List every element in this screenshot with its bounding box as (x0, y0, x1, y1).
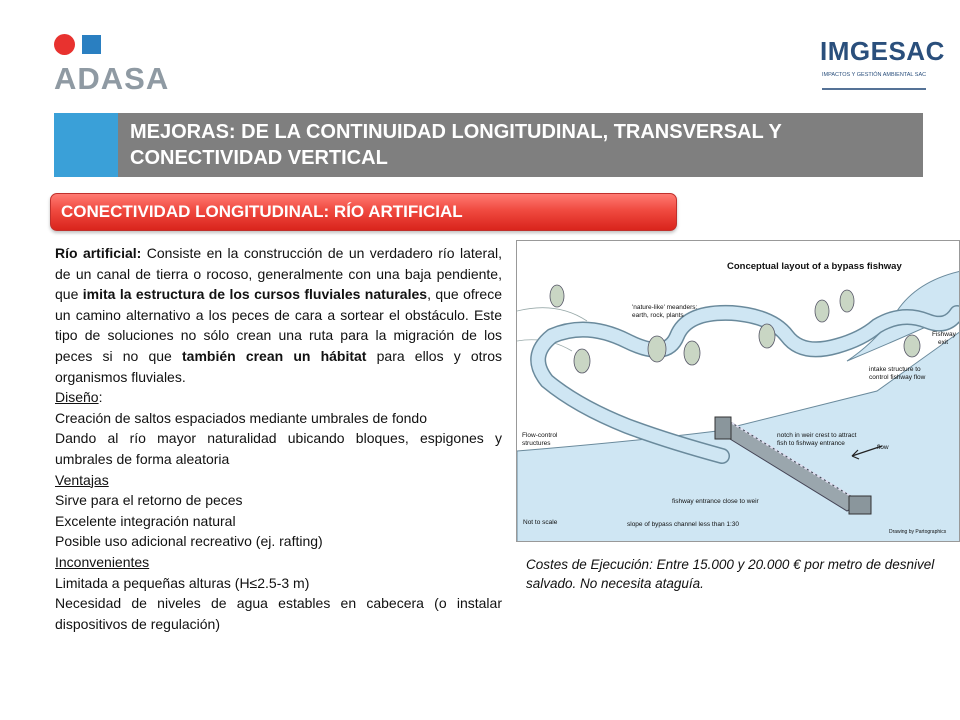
label-notch-2: fish to fishway entrance (777, 440, 845, 447)
intro-paragraph (55, 243, 502, 387)
tree-icon (648, 336, 666, 362)
label-fishway-entrance: fishway entrance close to weir (672, 498, 759, 505)
tree-icon (904, 335, 920, 357)
label-meanders-2: earth, rock, plants (632, 312, 684, 319)
label-intake: intake structure to (869, 366, 921, 373)
design-heading-colon: : (98, 389, 103, 406)
intro-bold1: imita la estructura de los cursos fluviales naturales (82, 286, 428, 303)
diagram-title: Conceptual layout of a bypass fishway (727, 261, 902, 272)
weir-left-abutment (715, 417, 731, 439)
logo-blue-square (82, 35, 101, 54)
design-item: Dando al río mayor naturalidad ubicando bloques, espigones y umbrales de forma aleatoria (55, 430, 502, 467)
imgesac-logo (818, 28, 945, 98)
bypass-fishway-diagram (516, 240, 960, 542)
disadvantage-item: Necesidad de niveles de agua estables en cabecera (o instalar dispositivos de regulación) (55, 595, 502, 632)
advantage-item: Excelente integración natural (55, 512, 236, 529)
cost-caption: Costes de Ejecución: Entre 15.000 y 20.000 € por metro de desnivel salvado. No necesita ataguía. (526, 557, 935, 591)
weir-right-abutment (849, 496, 871, 514)
label-meanders: 'nature-like' meanders: (632, 304, 698, 311)
design-heading-line (55, 387, 502, 408)
label-flow: flow (877, 444, 889, 451)
design-item: Creación de saltos espaciados mediante umbrales de fondo (55, 409, 428, 426)
label-not-to-scale: Not to scale (523, 519, 558, 526)
disadvantage-item: Limitada a pequeñas alturas (H≤2.5-3 m) (55, 574, 310, 591)
label-notch: notch in weir crest to attract (777, 432, 857, 439)
slide-title: MEJORAS: DE LA CONTINUIDAD LONGITUDINAL, TRANSVERSAL Y CONECTIVIDAD VERTICAL (130, 121, 782, 169)
label-fishway-exit-2: exit (938, 339, 949, 346)
tree-icon (759, 324, 775, 348)
intro-part1: Consiste en la construcción de un verdadero río lateral, de un canal de tierra o rocoso, generalmente con una baja pendiente, que (55, 245, 502, 303)
adasa-logo (54, 34, 174, 96)
section-heading-label: CONECTIVIDAD LONGITUDINAL: RÍO ARTIFICIAL (61, 202, 463, 221)
intro-part3: para ellos y otros organismos fluviales. (55, 347, 502, 385)
design-heading: Diseño (55, 389, 99, 406)
imgesac-tagline: IMPACTOS Y GESTIÓN AMBIENTAL SAC (822, 72, 927, 78)
label-slope: slope of bypass channel less than 1:30 (627, 521, 740, 528)
tree-icon (684, 341, 700, 365)
title-bar (54, 113, 923, 177)
section-heading (50, 193, 677, 231)
logo-red-circle (54, 34, 75, 55)
title-accent-block (54, 113, 118, 177)
advantage-item: Sirve para el retorno de peces (55, 492, 243, 509)
tree-icon (550, 285, 564, 307)
label-flow-control-2: structures (522, 440, 551, 447)
advantage-item: Posible uso adicional recreativo (ej. rafting) (55, 533, 323, 550)
advantages-heading: Ventajas (55, 471, 109, 488)
body-text (55, 243, 502, 634)
intro-part2: , que ofrece un camino alternativo a los peces de cara a sortear el obstáculo. Este tipo de soluciones no sólo crean una ruta para la migración de los peces si no que (55, 286, 502, 364)
intro-term: Río artificial: (55, 245, 142, 261)
tree-icon (574, 349, 590, 373)
imgesac-logo-text: IMGESAC (820, 36, 945, 66)
label-fishway-exit: Fishway (932, 331, 956, 338)
label-intake-2: control fishway flow (869, 374, 926, 381)
tree-icon (815, 300, 829, 322)
tree-icon (840, 290, 854, 312)
label-credit: Drawing by Partographics (889, 529, 947, 535)
label-flow-control: Flow-control (522, 432, 558, 439)
intro-bold2: también crean un hábitat (182, 347, 367, 364)
adasa-logo-text: ADASA (54, 61, 170, 96)
disadvantages-heading: Inconvenientes (55, 553, 150, 570)
imgesac-underline (822, 88, 926, 90)
diagram-drawing (517, 241, 960, 542)
